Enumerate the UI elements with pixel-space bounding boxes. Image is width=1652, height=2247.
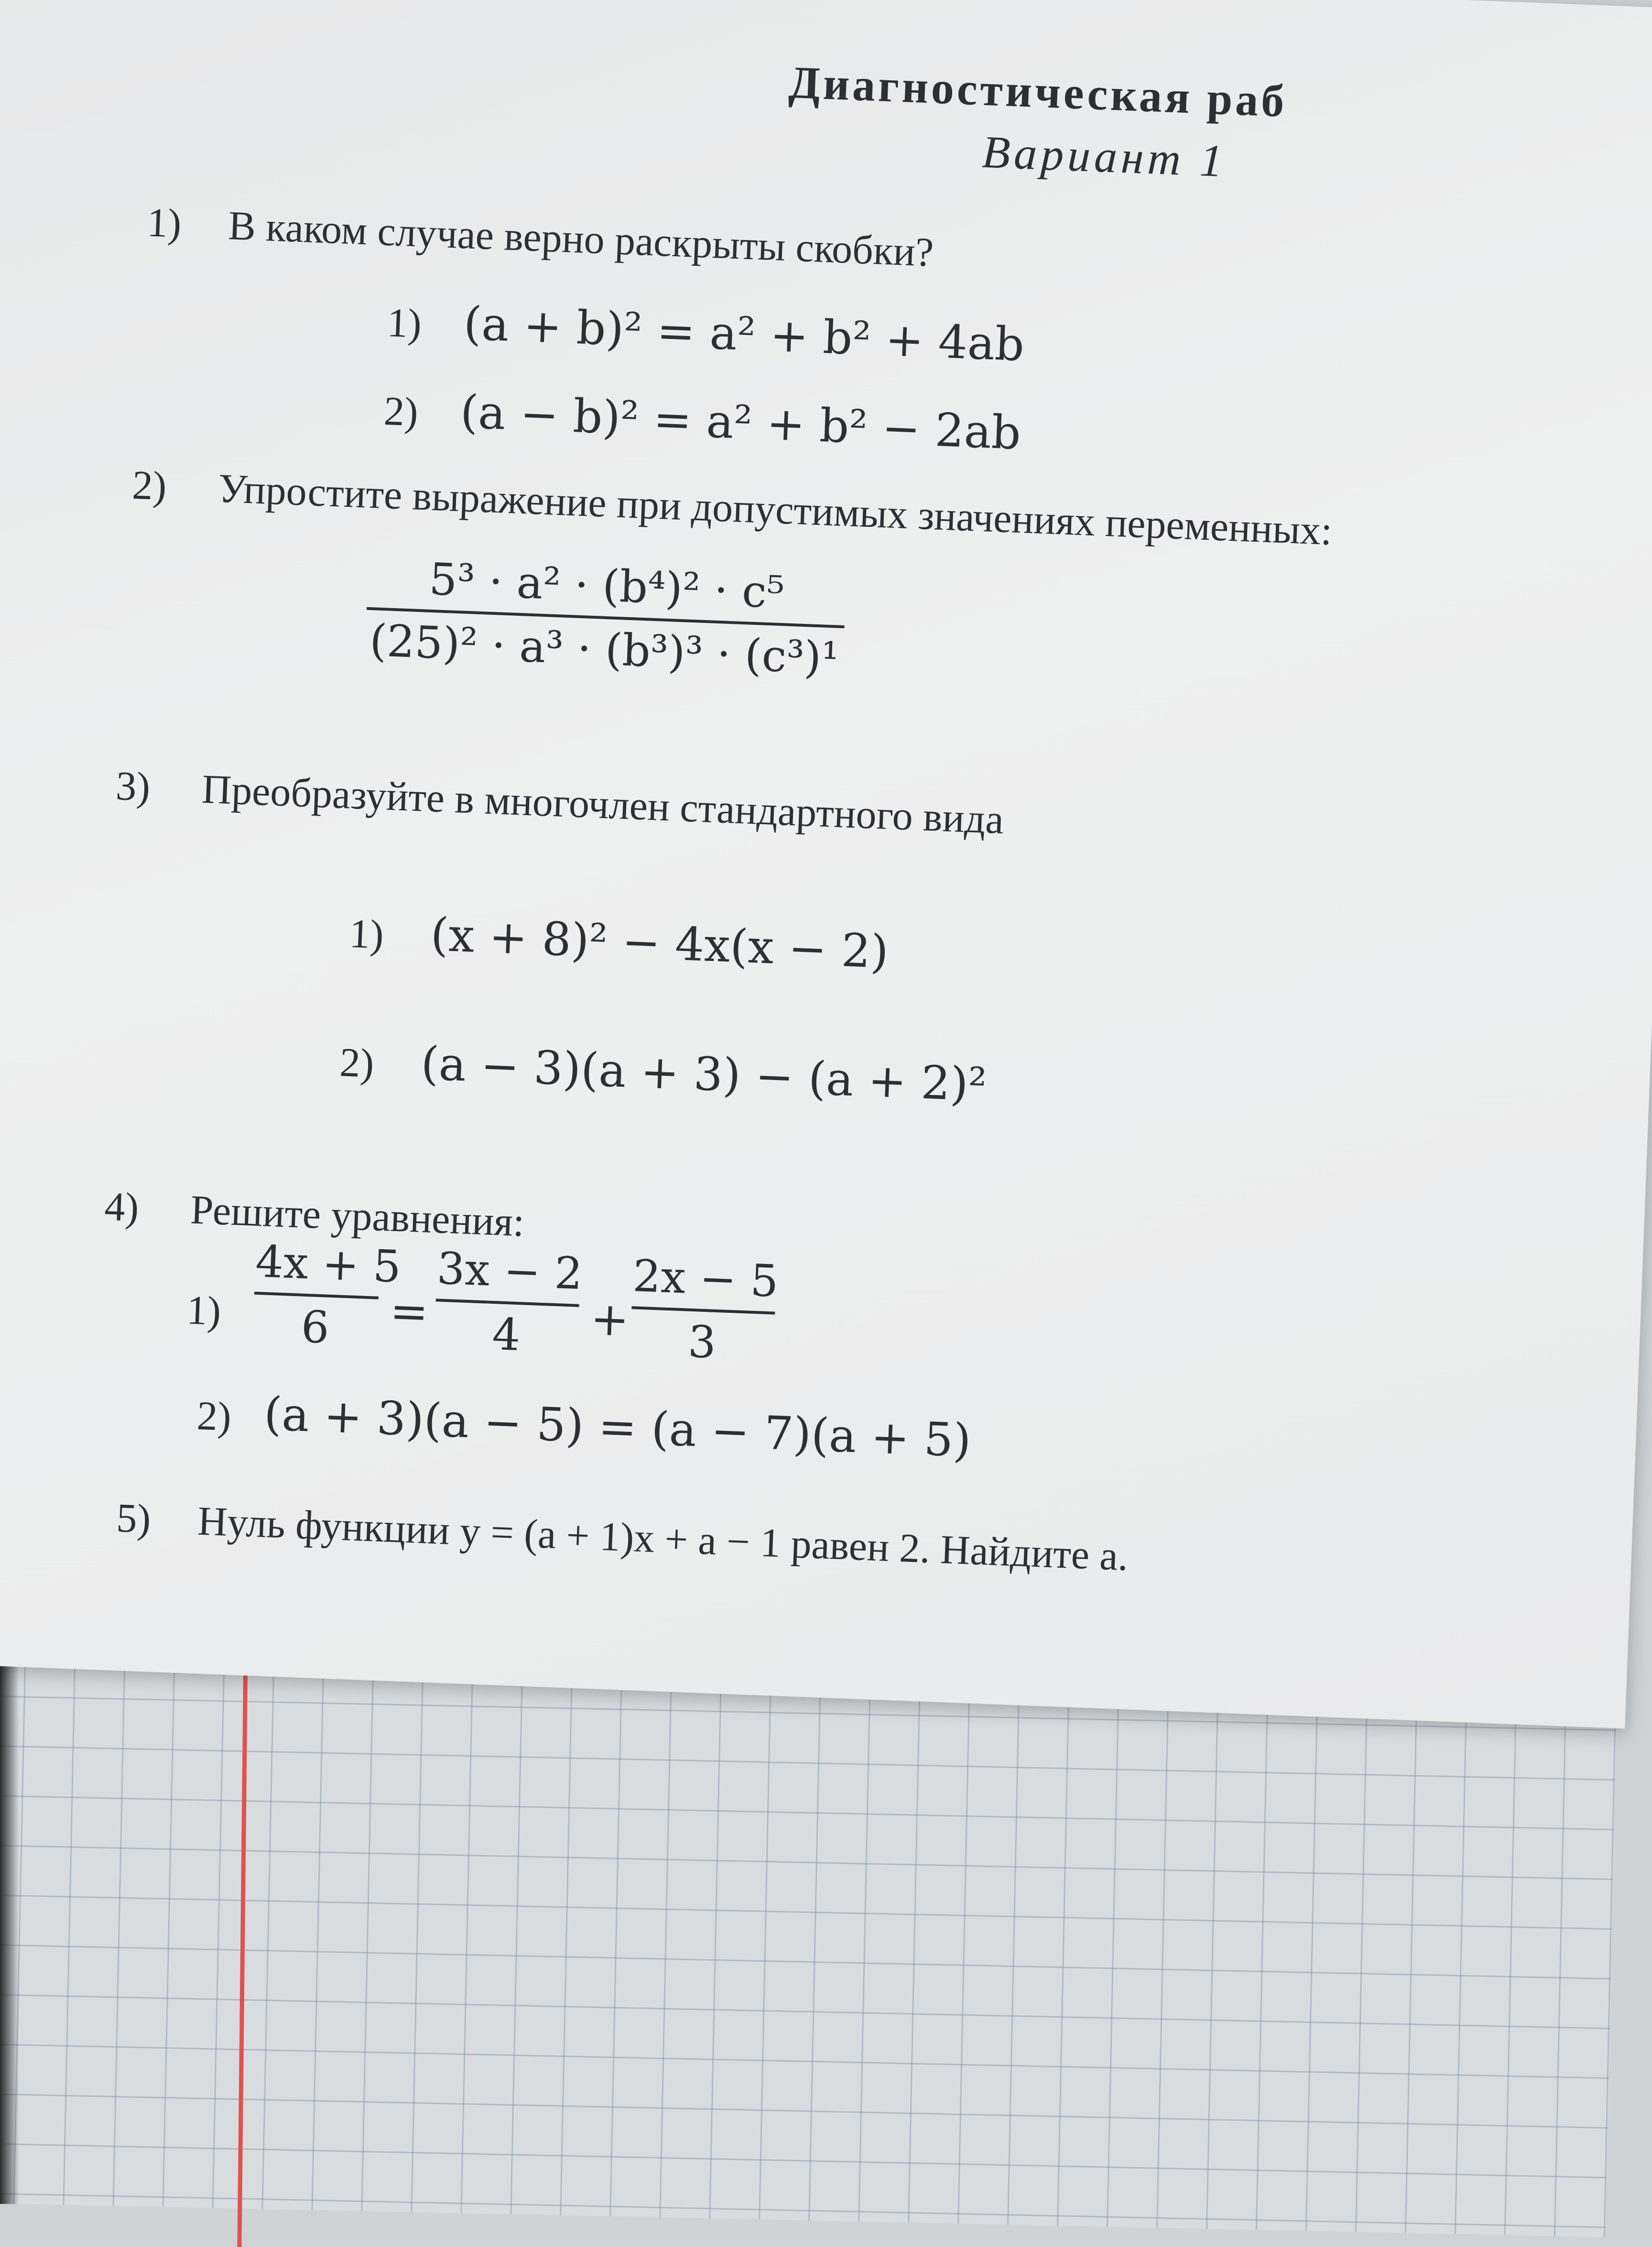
variant-label: Вариант 1	[981, 126, 1228, 187]
fraction-bar	[631, 1306, 775, 1315]
question-3-option-1-expr: (x + 8)² − 4x(x − 2)	[429, 907, 890, 979]
question-3-option-1-number: 1)	[348, 910, 385, 958]
question-1-option-1-expr: (a + b)² = a² + b² + 4ab	[463, 296, 1025, 372]
question-2-number: 2)	[131, 461, 168, 509]
question-4-eq-1-number: 1)	[185, 1287, 222, 1334]
question-4-eq-2-expr: (a + 3)(a − 5) = (a − 7)(a + 5)	[263, 1386, 972, 1468]
question-5-text: Нуль функции y = (a + 1)x + a − 1 равен 2. Найдите a.	[196, 1497, 1130, 1580]
question-1-option-2-number: 2)	[383, 387, 419, 435]
question-2-numerator: 5³ · a² · (b⁴)² · c⁵	[428, 553, 785, 619]
question-3-number: 3)	[115, 762, 151, 810]
fraction-bar	[436, 1298, 579, 1307]
question-4-text: Решите уравнения:	[189, 1186, 525, 1245]
question-4-number: 4)	[103, 1183, 140, 1231]
question-4-fraction-1	[252, 1235, 402, 1355]
question-4-equals: =	[389, 1284, 430, 1339]
fraction-bar	[254, 1292, 379, 1299]
fraction-2-denominator: 4	[491, 1309, 522, 1361]
question-1-text: В каком случае верно раскрыты скобки?	[227, 202, 935, 275]
question-4-eq-2-number: 2)	[196, 1392, 232, 1440]
question-2-text: Упростите выражение при допустимых значениях переменных:	[217, 465, 1333, 554]
question-3-text: Преобразуйте в многочлен стандартного вида	[201, 765, 1005, 843]
question-4-fraction-2	[434, 1243, 584, 1363]
question-1-number: 1)	[146, 199, 183, 247]
question-3-option-2-number: 2)	[338, 1039, 375, 1087]
table-shadow	[0, 1659, 19, 2204]
fraction-1-numerator: 4x + 5	[254, 1235, 402, 1293]
question-5-number: 5)	[115, 1494, 152, 1542]
question-2-fraction	[365, 551, 847, 684]
fraction-3-numerator: 2x − 5	[631, 1250, 780, 1307]
worksheet-title: Диагностическая раб	[788, 56, 1288, 127]
fraction-1-denominator: 6	[300, 1301, 330, 1353]
question-2-denominator: (25)² · a³ · (b³)³ · (c³)¹	[369, 615, 840, 684]
question-4-fraction-3	[630, 1250, 780, 1370]
question-3-option-2-expr: (a − 3)(a + 3) − (a + 2)²	[420, 1036, 988, 1112]
question-1-option-1-number: 1)	[386, 299, 423, 347]
question-1-option-2-expr: (a − b)² = a² + b² − 2ab	[459, 385, 1022, 460]
question-4-plus: +	[589, 1291, 630, 1347]
fraction-3-denominator: 3	[687, 1316, 717, 1368]
fraction-2-numerator: 3x − 2	[436, 1243, 584, 1300]
